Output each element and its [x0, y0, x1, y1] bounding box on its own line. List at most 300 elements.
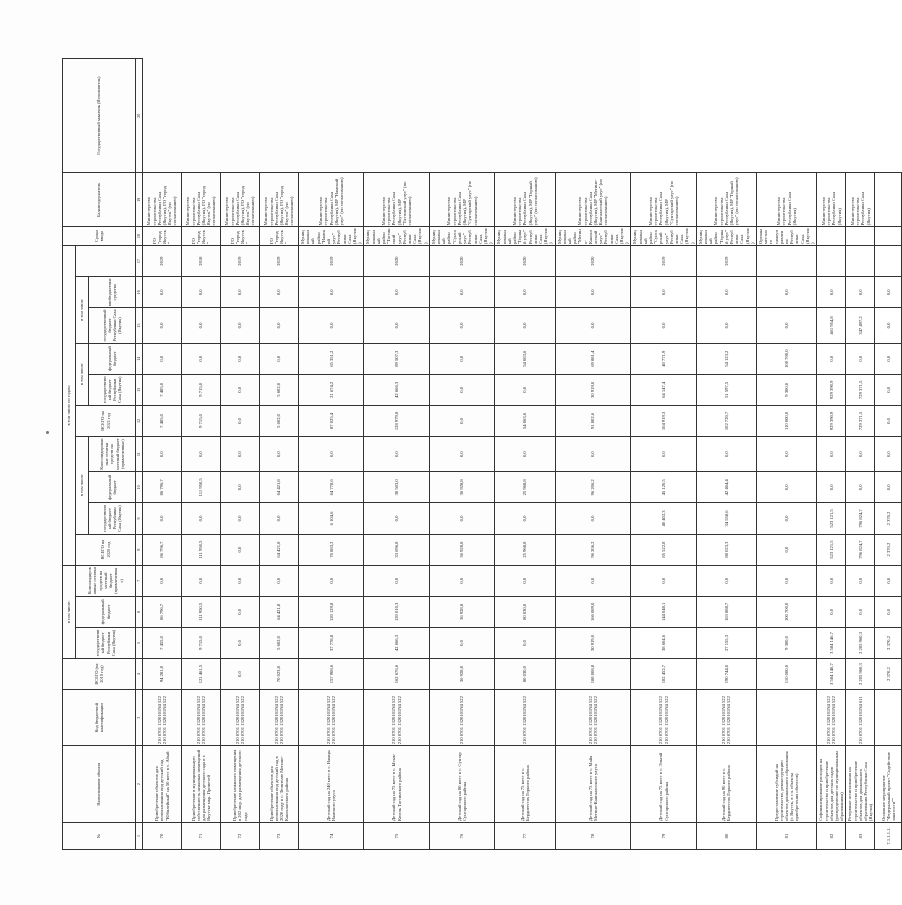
total-2020: 96 206,2	[555, 534, 631, 565]
state-customer: Министерство строительства Республики Саха (Якутия)	[817, 173, 846, 227]
table-row	[555, 59, 631, 850]
rb-2020: 0,0	[221, 503, 260, 534]
mb-2020: 0,0	[260, 437, 299, 472]
mb-value: 0,0	[182, 565, 221, 596]
rb-2022: 0,0	[757, 308, 817, 343]
fb-2021: 65 351,2	[299, 343, 364, 374]
rb-value: 0,0	[429, 627, 494, 658]
rb-2020: 0,0	[260, 503, 299, 534]
object-name: Детский сад на 240 мест в с. Намцы Намского улуса	[299, 746, 364, 823]
object-name: Детский сад на 75 мест в с. Бердигестях Горного района	[495, 746, 555, 823]
rb-2020: 523 121,5	[817, 503, 846, 534]
term: 2020	[364, 246, 429, 277]
row-number: 83	[846, 823, 875, 850]
offbudget-value: 0,0	[143, 277, 182, 308]
budget-code: 210 0701 1320101N4 611	[846, 690, 875, 746]
total-2020: 86 796,7	[143, 534, 182, 565]
rb-value: 3 584 146,7	[817, 627, 846, 658]
table-row	[495, 59, 555, 850]
fb-value: 166 089,0	[555, 596, 631, 627]
offbudget-value: 0,0	[631, 277, 696, 308]
mb-value: 0,0	[221, 565, 260, 596]
rb-2021: 51 597,5	[696, 374, 756, 405]
budget-code: 210 0701 1320101N4 522 210 0701 1320101N4 522	[631, 690, 696, 746]
rb-2022: 0,0	[260, 308, 299, 343]
fb-2020: 0,0	[757, 472, 817, 503]
rb-2020: 0,0	[555, 503, 631, 534]
offbudget-value: 0,0	[875, 277, 902, 308]
rb-value: 7 455,0	[143, 627, 182, 658]
rb-2020: 0,0	[182, 503, 221, 534]
state-customer: Министерство строительства Республики Саха (Якутия), МР "Намский улус" (по согласованию)	[299, 173, 364, 227]
fb-2020: 0,0	[875, 472, 902, 503]
balance-holder: ГО "город Якутск"	[260, 227, 299, 246]
column-number: 8	[136, 534, 143, 565]
fb-2020: 42 464,4	[696, 472, 756, 503]
total-value: 36 928,8	[429, 659, 494, 690]
header-2021: ВСЕГО на 2021 год	[76, 405, 136, 436]
mb-value: 0,0	[757, 565, 817, 596]
rb-value: 9 715,0	[182, 627, 221, 658]
balance-holder	[875, 227, 902, 246]
offbudget-value: 0,0	[182, 277, 221, 308]
rb-2020: 0,0	[757, 503, 817, 534]
balance-holder: ГО "город Якутск"	[143, 227, 182, 246]
fb-value: 120 010,3	[364, 596, 429, 627]
offbudget-value: 0,0	[555, 277, 631, 308]
fb-2020: 64 421,8	[260, 472, 299, 503]
total-2020: 85 522,8	[631, 534, 696, 565]
table-row	[429, 59, 494, 850]
rb-2021: 729 371,5	[846, 374, 875, 405]
column-number: 16	[136, 277, 143, 308]
header-num: №	[63, 823, 136, 850]
row-number: 82	[817, 823, 846, 850]
balance-holder: ГО "город Якутск"	[182, 227, 221, 246]
table-row	[875, 59, 902, 850]
total-2021: 102 720,7	[696, 405, 756, 436]
total-2021: 7 485,0	[143, 405, 182, 436]
total-value: 2 370,2	[875, 659, 902, 690]
total-2020: 36 928,8	[429, 534, 494, 565]
budget-table	[62, 58, 902, 850]
state-customer: Министерство строительства Республики Саха (Якутия), ГО "город Якутск" (по согласованию)	[143, 173, 182, 227]
table-row	[299, 59, 364, 850]
rb-2020: 0,0	[495, 503, 555, 534]
budget-code	[757, 690, 817, 746]
total-2021: 9 715,0	[182, 405, 221, 436]
rb-2020: 0,0	[364, 503, 429, 534]
fb-2021: 89 507,3	[364, 343, 429, 374]
fb-value: 80 030,0	[495, 596, 555, 627]
fb-value: 144 048,1	[631, 596, 696, 627]
balance-holder	[846, 227, 875, 246]
state-customer: Министерство строительства Республики Саха (Якутия), ГО "город Якутск" (по согласованию)	[221, 173, 260, 227]
header-customer: Государственный заказчик (Исполнитель)	[63, 59, 136, 173]
row-number: 78	[555, 823, 631, 850]
rb-2022: 461 954,8	[817, 308, 846, 343]
fb-2021: 0,0	[143, 343, 182, 374]
rb-2021: 0,0	[429, 374, 494, 405]
budget-code: 210 0701 1320101N4 522 210 0701 1320101N4 522	[221, 690, 260, 746]
header-sub-2020: в том числе	[76, 437, 89, 535]
mb-value: 0,0	[364, 565, 429, 596]
row-number: 74	[299, 823, 364, 850]
mb-value: 0,0	[299, 565, 364, 596]
header-vb: внебюджетные средства	[89, 277, 136, 308]
total-2021: 128 979,8	[364, 405, 429, 436]
balance-holder: Муниципальный район "Горный улус" Республики Саха (Якутия)	[697, 228, 755, 244]
rb-2021: 7 485,0	[143, 374, 182, 405]
rb-2021: 0,0	[221, 374, 260, 405]
total-value: 121 461,5	[182, 659, 221, 690]
table-row	[260, 59, 299, 850]
total-2020: 33 696,8	[364, 534, 429, 565]
row-number: 72	[221, 823, 260, 850]
fb-2020: 45 120,5	[631, 472, 696, 503]
budget-code: 210 0701 1320101N4 522 210 0701 1320101N4 522	[260, 690, 299, 746]
rb-2020: 6 104,6	[299, 503, 364, 534]
fb-2020: 0,0	[221, 472, 260, 503]
fb-2021: 0,0	[875, 343, 902, 374]
state-customer: Министерство строительства Республики Саха (Якутия), МР "Таттинский улус" (по согласованию)	[364, 173, 429, 227]
rb-2022: 0,0	[299, 308, 364, 343]
table-row	[846, 59, 875, 850]
scan-speck	[46, 431, 49, 434]
column-number: 4	[136, 659, 143, 690]
rb-2022: 0,0	[143, 308, 182, 343]
header-incl: в том числе:	[63, 565, 76, 658]
total-2020: 0,0	[757, 534, 817, 565]
mb-2020: 0,0	[696, 437, 756, 472]
budget-code: 210 0701 1320101N4 522 210 0701 1320101N4 522	[299, 690, 364, 746]
row-number: 70	[143, 823, 182, 850]
rb-value: 0,0	[495, 627, 555, 658]
budget-code: 210 0701 1320101N4 522 210 0701 1320101N4 522	[364, 690, 429, 746]
header-by-years: в том числе по годам:	[63, 246, 76, 566]
fb-value: 64 421,8	[260, 596, 299, 627]
mb-value: 0,0	[846, 565, 875, 596]
mb-2020: 0,0	[846, 437, 875, 472]
mb-value: 0,0	[260, 565, 299, 596]
column-number: 1	[136, 823, 143, 850]
state-customer: Министерство строительства Республики Саха (Якутия), ГО "город Якутск" (по согласованию)	[260, 173, 299, 227]
column-number: 20	[136, 59, 143, 173]
term: 2019	[299, 246, 364, 277]
total-value: 70 023,8	[260, 659, 299, 690]
total-2021: 104 919,3	[631, 405, 696, 436]
rb-value: 2 205 960,3	[846, 627, 875, 658]
term: 2019	[143, 246, 182, 277]
object-name: Детский сад на 75 мест в с. Эльгяй Сунтарского района	[631, 746, 696, 823]
total-2021: 87 025,4	[299, 405, 364, 436]
row-number: 76	[429, 823, 494, 850]
table-row	[696, 59, 756, 850]
balance-holder: Муниципальный район "Мегино-Кангаласский улус" Республики Саха (Якутия)	[556, 228, 630, 244]
column-number: 9	[136, 503, 143, 534]
mb-value: 0,0	[429, 565, 494, 596]
total-value: 162 676,6	[364, 659, 429, 690]
header-code: Код бюджетной классификации	[63, 690, 136, 746]
mb-2020: 0,0	[875, 437, 902, 472]
total-value: 94 281,8	[143, 659, 182, 690]
total-value: 157 908,6	[299, 659, 364, 690]
mb-2020: 0,0	[143, 437, 182, 472]
column-number: 13	[136, 374, 143, 405]
header-sub-2021: в том числе	[76, 343, 89, 405]
table-row	[817, 59, 846, 850]
rb-2020: 0,0	[143, 503, 182, 534]
object-name: Приобретение нежилого помещения в 202 мкр. для размещения детского сада	[221, 746, 260, 823]
column-number: 15	[136, 308, 143, 343]
header-rb3: государственный бюджет Республики Саха (Якутия)	[89, 374, 136, 405]
total-2020: 64 421,8	[260, 534, 299, 565]
rb-2022: 0,0	[429, 308, 494, 343]
total-value: 3 584 146,7	[817, 659, 846, 690]
header-rb: государственный бюджет Республики Саха (Якутия)	[76, 627, 136, 658]
fb-value: 0,0	[846, 596, 875, 627]
total-value: 80 030,0	[495, 659, 555, 690]
column-number: 5	[136, 627, 143, 658]
total-value: 188 008,8	[555, 659, 631, 690]
fb-2020: 86 796,7	[143, 472, 182, 503]
state-customer: Министерство строительства Республики Саха (Якутия), МР "Горный улус" (по согласованию)	[696, 173, 756, 227]
offbudget-value: 0,0	[299, 277, 364, 308]
column-number: 19	[136, 173, 143, 227]
rb-2021: 30 919,0	[555, 374, 631, 405]
mb-value: 0,0	[875, 565, 902, 596]
fb-value: 163 888,7	[696, 596, 756, 627]
fb-value: 86 796,7	[143, 596, 182, 627]
rotated-table-frame	[62, 58, 896, 850]
rb-2022: 0,0	[555, 308, 631, 343]
fb-value: 111 950,5	[182, 596, 221, 627]
fb-value: 0,0	[817, 596, 846, 627]
mb-value: 0,0	[696, 565, 756, 596]
row-number: 75	[364, 823, 429, 850]
landscape-table-wrapper	[62, 58, 896, 850]
header-term: Сроки ввода	[63, 227, 136, 246]
term: 2020	[429, 246, 494, 277]
column-number: 2	[136, 746, 143, 823]
header-rb2: государственный бюджет Республики Саха (Якутия)	[89, 503, 136, 534]
header-rb4: государственный бюджет Республики Саха (Якутия)	[89, 308, 136, 343]
total-2020: 523 121,5	[817, 534, 846, 565]
mb-value: 0,0	[143, 565, 182, 596]
rb-value: 37 778,8	[299, 627, 364, 658]
fb-2021: 100 700,0	[757, 343, 817, 374]
table-row	[757, 59, 817, 850]
balance-holder: ГО "город Якутск"	[221, 227, 260, 246]
mb-2020: 0,0	[364, 437, 429, 472]
fb-2021: 69 881,4	[555, 343, 631, 374]
fb-2020: 36 928,8	[429, 472, 494, 503]
header-holder: Балансодержатель	[63, 173, 136, 227]
row-number: 73	[260, 823, 299, 850]
object-name: Софинансирование расходов на строительство и приобретение объектов для детских садов (распределение по муниципальным образованиям)	[817, 746, 846, 823]
offbudget-value: 0,0	[696, 277, 756, 308]
column-number: 10	[136, 472, 143, 503]
term	[846, 246, 875, 277]
column-number-row	[136, 59, 143, 850]
object-name: Приобретение в муниципальную собственность нежилых помещений для размещения детского сада в г. Якутске мкр. Прометей	[182, 746, 221, 823]
column-number: 18	[136, 227, 143, 246]
table-row	[364, 59, 429, 850]
rb-2022: 0,0	[631, 308, 696, 343]
header-fb2: федеральный бюджет	[89, 472, 136, 503]
term: 2020	[555, 246, 631, 277]
rb-2020: 34 558,6	[696, 503, 756, 534]
balance-holder	[817, 227, 846, 246]
header-name: Наименование объекта	[63, 746, 136, 823]
header-mb: Консолидированные остатки средств на местный бюджет (привлеченные)	[76, 565, 136, 596]
total-2021: 54 063,6	[495, 405, 555, 436]
fb-2020: 25 968,8	[495, 472, 555, 503]
object-name: Предоставление субсидий на строительство, реконструкцию объектов дошкольного образования (г. Якутск, в т.ч. объекты приобретения объектов)	[757, 746, 817, 823]
table-row	[182, 59, 221, 850]
rb-value: 27 155,3	[696, 627, 756, 658]
total-2020: 70 883,2	[299, 534, 364, 565]
row-number: 81	[757, 823, 817, 850]
rb-2022: 347 497,2	[846, 308, 875, 343]
total-value: 110 000,0	[757, 659, 817, 690]
total-value: 2 205 960,3	[846, 659, 875, 690]
fb-2020: 64 778,6	[299, 472, 364, 503]
offbudget-value: 0,0	[221, 277, 260, 308]
object-name: Детский сад на 80 мест в с. Сунтар Сунтарского района	[429, 746, 494, 823]
rb-2022: 0,0	[182, 308, 221, 343]
state-customer: Министерство строительства Республики Саха (Якутия), МР "Горный улус" (по согласованию)	[495, 173, 555, 227]
mb-value: 0,0	[495, 565, 555, 596]
column-number: 14	[136, 343, 143, 374]
column-number: 6	[136, 596, 143, 627]
rb-2022: 0,0	[364, 308, 429, 343]
object-name: Основное мероприятие "Федеральный проект "Содействие занятости""	[875, 746, 902, 823]
row-number: 77	[495, 823, 555, 850]
fb-2020: 111 950,5	[182, 472, 221, 503]
fb-2020: 30 503,0	[364, 472, 429, 503]
total-2020: 25 968,8	[495, 534, 555, 565]
term	[817, 246, 846, 277]
offbudget-value: 0,0	[429, 277, 494, 308]
state-customer: Министерство строительства Республики Саха (Якутия), ГО "город Якутск" (по согласованию)	[182, 173, 221, 227]
offbudget-value: 0,0	[757, 277, 817, 308]
object-name: Резервные ассигнования на строительство и приобретение объектов для дошкольного образования Республики Саха (Якутия)	[846, 746, 875, 823]
state-customer: Министерство строительства Республики Саха (Якутия)	[757, 173, 817, 227]
header-2020: ВСЕГО на 2020 год	[76, 534, 136, 565]
table-row	[143, 59, 182, 850]
rb-2021: 64 147,4	[631, 374, 696, 405]
rb-2021: 42 666,3	[364, 374, 429, 405]
term	[757, 246, 817, 277]
table-row	[631, 59, 696, 850]
balance-holder: Органы местного самоуправления Республики Саха (Якутия)	[758, 228, 816, 244]
mb-2020: 0,0	[817, 437, 846, 472]
total-2020: 2 370,2	[875, 534, 902, 565]
offbudget-value: 0,0	[846, 277, 875, 308]
offbudget-value: 0,0	[260, 277, 299, 308]
column-number: 3	[136, 690, 143, 746]
fb-2021: 0,0	[260, 343, 299, 374]
mb-value: 0,0	[817, 565, 846, 596]
fb-2021: 40 771,9	[631, 343, 696, 374]
state-customer: Министерство строительства Республики Саха (Якутия), МР "Сунтарский улус" (по согласованию)	[429, 173, 494, 227]
mb-2020: 0,0	[495, 437, 555, 472]
mb-2020: 0,0	[631, 437, 696, 472]
column-number: 7	[136, 565, 143, 596]
header-fb3: федеральный бюджет	[89, 343, 136, 374]
fb-2020: 96 206,2	[555, 472, 631, 503]
object-name: Детский сад на 75 мест в с. Ытык-Кюель Таттинского района	[364, 746, 429, 823]
column-number: 11	[136, 437, 143, 472]
total-2021: 110 000,0	[757, 405, 817, 436]
row-number: 79	[631, 823, 696, 850]
rb-2021: 0,0	[495, 374, 555, 405]
mb-2020: 0,0	[221, 437, 260, 472]
rb-value: 30 919,0	[555, 627, 631, 658]
fb-2021: 0,0	[817, 343, 846, 374]
table-body	[143, 59, 902, 850]
term: 2019	[631, 246, 696, 277]
rb-2022: 0,0	[495, 308, 555, 343]
total-2020: 111 950,5	[182, 534, 221, 565]
total-2021: 0,0	[875, 405, 902, 436]
header-total: ВСЕГО (на 2019 год)	[63, 659, 136, 690]
header-sub-2022: в том числе	[76, 277, 89, 343]
fb-2021: 0,0	[846, 343, 875, 374]
row-number: 7.1.1.1.1.	[875, 823, 902, 850]
fb-2021: 0,0	[429, 343, 494, 374]
total-2020: 796 824,7	[846, 534, 875, 565]
state-customer	[875, 173, 902, 227]
rb-2021: 929 390,9	[817, 374, 846, 405]
state-customer: Министерство строительства Республики Саха (Якутия), МР "Сунтарский улус" (по согласованию)	[631, 173, 696, 227]
rb-2021: 0,0	[875, 374, 902, 405]
budget-code: 210 0701 1320101N4 522	[429, 690, 494, 746]
rb-value: 5 602,0	[260, 627, 299, 658]
balance-holder: Муниципальный район "Сунтарский улус" Республики Саха (Якутия)	[632, 228, 695, 244]
rb-2021: 21 674,2	[299, 374, 364, 405]
fb-2021: 54 063,6	[495, 343, 555, 374]
header-row-1	[63, 59, 76, 850]
fb-2020: 0,0	[817, 472, 846, 503]
mb-2020: 0,0	[299, 437, 364, 472]
total-2021: 0,0	[429, 405, 494, 436]
mb-2020: 0,0	[182, 437, 221, 472]
offbudget-value: 0,0	[495, 277, 555, 308]
object-name: Детский сад на 90 мест в с. Бердигестях Горного района	[696, 746, 756, 823]
state-customer: Министерство строительства Республики Саха (Якутия)	[846, 173, 875, 227]
total-value: 182 452,7	[631, 659, 696, 690]
budget-code: 210 0701 1320101N4 522	[495, 690, 555, 746]
total-2021: 729 371,5	[846, 405, 875, 436]
fb-value: 0,0	[875, 596, 902, 627]
total-2021: 5 602,0	[260, 405, 299, 436]
rb-2022: 0,0	[696, 308, 756, 343]
rb-2020: 40 402,3	[631, 503, 696, 534]
mb-value: 0,0	[631, 565, 696, 596]
term: 2020	[495, 246, 555, 277]
state-customer: Министерство строительства Республики Саха (Якутия), МР "Мегино-Кангаласский улус" (по согласованию)	[555, 173, 631, 227]
fb-2020: 0,0	[846, 472, 875, 503]
balance-holder: Муниципальный район "Таттинский улус" Республики Саха (Якутия)	[365, 228, 428, 244]
rb-2022: 0,0	[875, 308, 902, 343]
balance-holder: Муниципальный район "Намский улус" Республики Саха (Якутия)	[300, 228, 363, 244]
term: 2019	[221, 246, 260, 277]
row-number: 80	[696, 823, 756, 850]
header-fb: федеральный бюджет	[76, 596, 136, 627]
column-number: 17	[136, 246, 143, 277]
